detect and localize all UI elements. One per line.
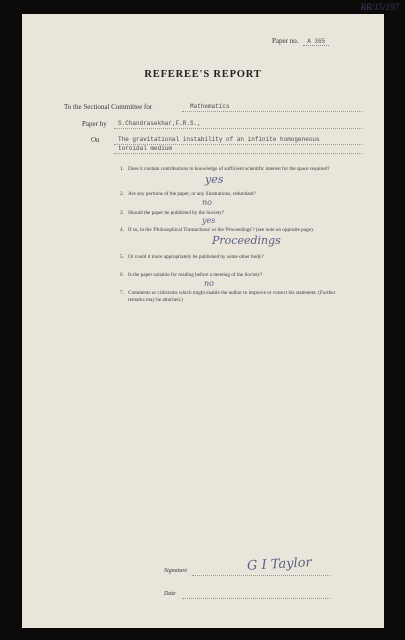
question-6-text: Is the paper suitable for reading before a meeting of the Society? (128, 272, 263, 278)
referee-report-form (22, 14, 384, 628)
committee-label: To the Sectional Committee for (64, 103, 153, 111)
signature-handwritten: G I Taylor (246, 555, 313, 574)
question-3: 3. Should the paper be published by the Society? (120, 210, 225, 216)
answer-6-handwritten: no (204, 279, 214, 288)
question-7-text: Comments or criticisms which might enable the author to improve or correct his statement. (Further remarks may be attached.) (128, 290, 336, 303)
date-dotted-line (182, 598, 330, 599)
question-5: 5. Or could it more appropriately be published by some other body? (120, 254, 264, 260)
paper-by-dotted-line (114, 128, 362, 129)
question-4-text: If so, in the 'Philosophical Transactions' or the 'Proceedings'? (see note on opposite page). (128, 227, 314, 233)
question-5-text: Or could it more appropriately be published by some other body? (128, 254, 264, 260)
answer-2-handwritten: no (202, 198, 212, 207)
paper-number-label: Paper no. (272, 37, 299, 45)
paper-number-value: A 365 (303, 38, 329, 46)
answer-3-handwritten: yes (202, 216, 216, 225)
paper-by-value: S.Chandrasekhar,F.R.S., (118, 120, 201, 127)
date-label: Date (164, 591, 176, 597)
committee-dotted-line (182, 111, 362, 112)
paper-by-label: Paper by (82, 120, 107, 128)
question-1-text: Does it contain contributions to knowledge of sufficient scientific interest for the space required? (128, 166, 330, 172)
signature-label: Signature (164, 568, 188, 574)
on-value-line-1: The gravitational instability of an infinite homogeneous (118, 136, 320, 143)
question-4: 4. If so, in the 'Philosophical Transactions' or the 'Proceedings'? (see note on opposite page). (120, 227, 314, 233)
on-dotted-line-2 (114, 153, 362, 154)
paper-number (272, 37, 329, 45)
form-title: REFEREE'S REPORT (144, 69, 262, 80)
question-6: 6. Is the paper suitable for reading before a meeting of the Society? (120, 272, 263, 278)
committee-value: Mathematics (190, 103, 230, 110)
answer-4-handwritten: Proceedings (212, 234, 281, 247)
question-1: 1. Does it contain contributions to knowledge of sufficient scientific interest for the space required? (120, 166, 330, 172)
question-2: 2. Are any portions of the paper, or any illustrations, redundant? (120, 191, 256, 197)
on-value-line-2: toroidal medium (118, 145, 173, 152)
on-label: On (91, 136, 100, 144)
question-3-text: Should the paper be published by the Society? (128, 210, 225, 216)
answer-1-handwritten: yes (205, 173, 224, 186)
question-2-text: Are any portions of the paper, or any illustrations, redundant? (128, 191, 256, 197)
signature-dotted-line (192, 575, 330, 576)
question-7: 7. Comments or criticisms which might enable the author to improve or correct his statement. (Further remarks may be attached.) (120, 290, 336, 303)
archive-reference: RR/15/197 (360, 2, 399, 12)
